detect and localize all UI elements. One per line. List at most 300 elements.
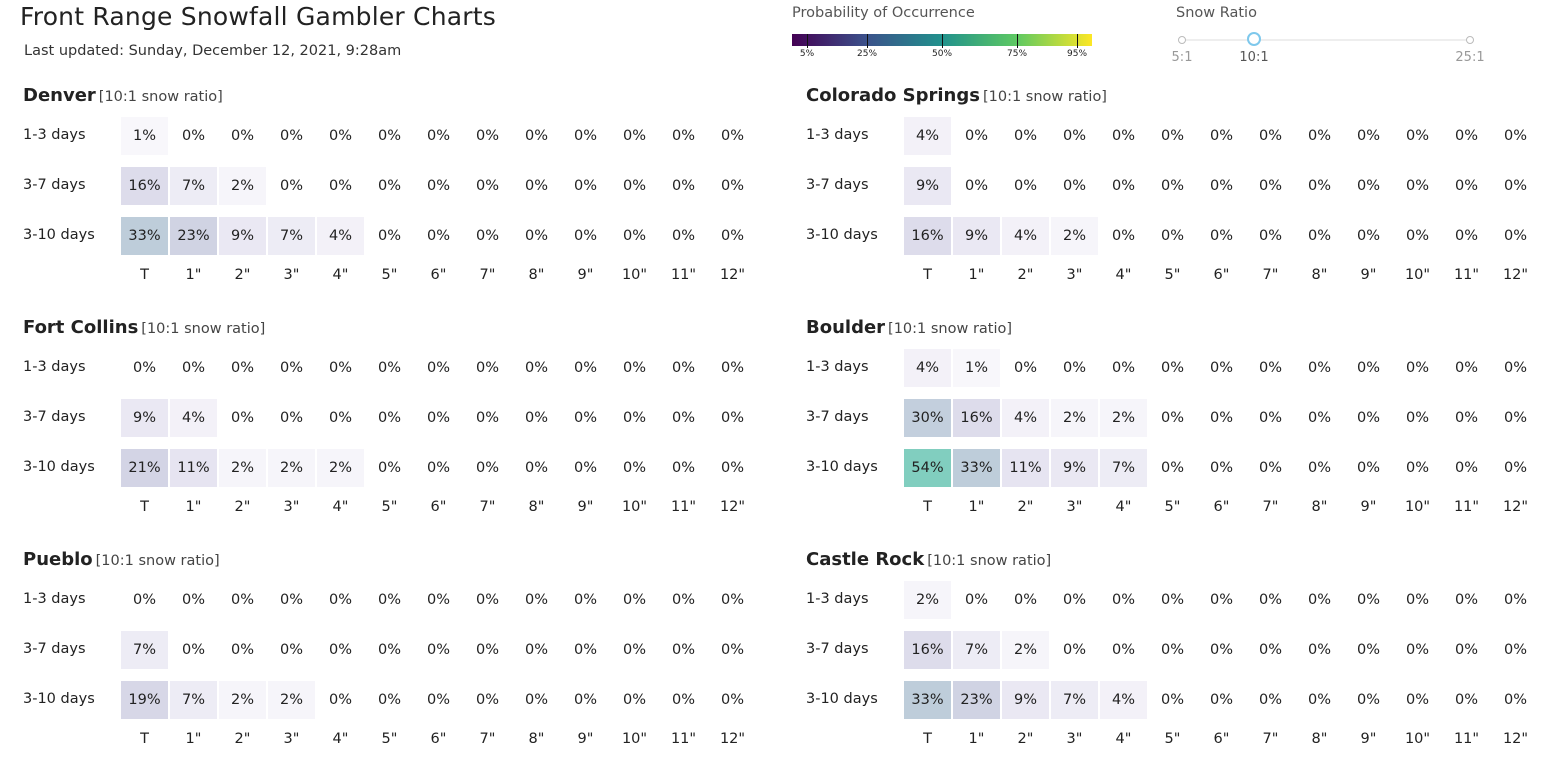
x-axis-label: 1"	[968, 731, 985, 747]
heatmap-cell: 9%	[904, 167, 951, 205]
heatmap-cell: 16%	[121, 167, 168, 205]
x-axis-label: 3"	[283, 267, 300, 283]
heatmap-cell: 0%	[279, 410, 303, 426]
heatmap-cell: 2%	[219, 167, 266, 205]
heatmap-cell: 21%	[121, 449, 168, 487]
heatmap-cell: 0%	[573, 128, 597, 144]
city-name: Pueblo	[23, 549, 93, 570]
heatmap-cell: 0%	[1307, 178, 1331, 194]
heatmap-cell: 0%	[1356, 360, 1380, 376]
heatmap-cell: 0%	[1307, 592, 1331, 608]
x-axis-label: T	[140, 731, 149, 747]
heatmap-cell: 0%	[622, 178, 646, 194]
x-axis-label: 6"	[430, 499, 447, 515]
heatmap-cell: 16%	[904, 217, 951, 255]
heatmap-cell: 2%	[1002, 631, 1049, 669]
heatmap-cell: 0%	[720, 360, 744, 376]
heatmap-cell: 0%	[1405, 642, 1429, 658]
x-axis-label: 2"	[234, 267, 251, 283]
heatmap-cell: 0%	[1503, 228, 1527, 244]
heatmap-cell: 0%	[622, 460, 646, 476]
heatmap-cell: 0%	[475, 642, 499, 658]
heatmap-cell: 11%	[1002, 449, 1049, 487]
city-name: Denver	[23, 85, 96, 106]
heatmap-cell: 0%	[1160, 178, 1184, 194]
x-axis-label: 9"	[577, 267, 594, 283]
legend-tick	[1017, 34, 1018, 48]
row-label: 3-7 days	[806, 641, 869, 657]
legend-tick-label: 75%	[1006, 49, 1028, 59]
heatmap-cell: 0%	[1160, 410, 1184, 426]
chart-castle-rock	[806, 549, 1546, 759]
heatmap-cell: 9%	[121, 399, 168, 437]
heatmap-cell: 0%	[524, 178, 548, 194]
x-axis-label: 10"	[621, 499, 648, 515]
page-title: Front Range Snowfall Gambler Charts	[20, 2, 496, 31]
heatmap-cell: 7%	[170, 167, 217, 205]
legend-tick	[942, 34, 943, 48]
heatmap-cell: 0%	[1160, 642, 1184, 658]
heatmap-cell: 0%	[426, 592, 450, 608]
heatmap-cell: 0%	[573, 642, 597, 658]
heatmap-cell: 9%	[1051, 449, 1098, 487]
heatmap-cell: 2%	[1100, 399, 1147, 437]
chart-title	[23, 317, 265, 338]
heatmap-cell: 0%	[475, 692, 499, 708]
heatmap-cell: 0%	[1258, 178, 1282, 194]
x-axis-label: 10"	[621, 731, 648, 747]
heatmap-cell: 0%	[1405, 592, 1429, 608]
snow-ratio-note: [10:1 snow ratio]	[888, 321, 1013, 337]
heatmap-cell: 4%	[904, 349, 951, 387]
heatmap-cell: 0%	[720, 410, 744, 426]
row-label: 3-7 days	[806, 409, 869, 425]
heatmap-cell: 54%	[904, 449, 951, 487]
x-axis-label: 8"	[528, 267, 545, 283]
heatmap-cell: 0%	[1209, 460, 1233, 476]
chart-colorado-springs	[806, 85, 1546, 295]
x-axis-label: 1"	[185, 731, 202, 747]
x-axis-label: 5"	[381, 499, 398, 515]
probability-legend	[792, 5, 1092, 59]
heatmap-cell: 0%	[328, 642, 352, 658]
row-label: 3-7 days	[806, 177, 869, 193]
heatmap-cell: 0%	[1454, 228, 1478, 244]
heatmap-cell: 4%	[1100, 681, 1147, 719]
city-name: Colorado Springs	[806, 85, 980, 106]
heatmap-cell: 0%	[1405, 360, 1429, 376]
heatmap-cell: 4%	[904, 117, 951, 155]
x-axis-label: 7"	[479, 267, 496, 283]
heatmap-cell: 0%	[524, 692, 548, 708]
x-axis-label: 3"	[1066, 499, 1083, 515]
heatmap-cell: 0%	[1405, 460, 1429, 476]
heatmap-cell: 0%	[671, 360, 695, 376]
heatmap-cell: 0%	[1111, 178, 1135, 194]
heatmap-cell: 1%	[121, 117, 168, 155]
heatmap-cell: 2%	[904, 581, 951, 619]
heatmap-cell: 0%	[328, 692, 352, 708]
slider-label[interactable]: 25:1	[1455, 50, 1485, 65]
x-axis-label: 1"	[968, 499, 985, 515]
heatmap-cell: 33%	[121, 217, 168, 255]
heatmap-cell: 0%	[720, 228, 744, 244]
x-axis-label: 6"	[1213, 731, 1230, 747]
x-axis-label: T	[923, 731, 932, 747]
heatmap-cell: 0%	[573, 592, 597, 608]
legend-tick	[807, 34, 808, 48]
x-axis-label: 1"	[185, 267, 202, 283]
heatmap-cell: 0%	[671, 178, 695, 194]
heatmap-cell: 0%	[1160, 692, 1184, 708]
heatmap-cell: 0%	[671, 228, 695, 244]
heatmap-cell: 0%	[1062, 178, 1086, 194]
heatmap-cell: 0%	[671, 460, 695, 476]
heatmap-cell: 0%	[1209, 128, 1233, 144]
heatmap-cell: 0%	[1307, 692, 1331, 708]
heatmap-cell: 0%	[426, 178, 450, 194]
x-axis-label: 9"	[1360, 731, 1377, 747]
x-axis-label: 6"	[1213, 499, 1230, 515]
heatmap-cell: 0%	[426, 410, 450, 426]
heatmap-cell: 33%	[904, 681, 951, 719]
heatmap-cell: 0%	[573, 178, 597, 194]
heatmap-cell: 0%	[622, 410, 646, 426]
x-axis-label: 2"	[1017, 499, 1034, 515]
heatmap-cell: 0%	[1503, 692, 1527, 708]
heatmap-cell: 0%	[1209, 360, 1233, 376]
slider-track[interactable]	[1182, 39, 1470, 41]
row-label: 3-10 days	[23, 227, 95, 243]
x-axis-label: 10"	[621, 267, 648, 283]
x-axis-label: 4"	[332, 499, 349, 515]
row-label: 3-10 days	[806, 459, 878, 475]
legend-tick-label: 5%	[799, 49, 815, 59]
heatmap-cell: 0%	[1356, 410, 1380, 426]
heatmap-cell: 16%	[904, 631, 951, 669]
row-label: 1-3 days	[806, 359, 869, 375]
slider-label[interactable]: 5:1	[1171, 50, 1193, 65]
x-axis-label: 11"	[670, 499, 697, 515]
heatmap-cell: 0%	[1111, 642, 1135, 658]
chart-title	[23, 549, 220, 570]
heatmap-cell: 0%	[1062, 592, 1086, 608]
x-axis-label: 8"	[528, 499, 545, 515]
heatmap-cell: 0%	[524, 360, 548, 376]
heatmap-cell: 0%	[230, 592, 254, 608]
x-axis-label: 4"	[1115, 731, 1132, 747]
x-axis-label: 12"	[719, 731, 746, 747]
slider-stop[interactable]	[1178, 36, 1186, 44]
x-axis-label: 3"	[1066, 731, 1083, 747]
heatmap-cell: 4%	[1002, 399, 1049, 437]
heatmap-cell: 0%	[230, 128, 254, 144]
x-axis-label: 2"	[1017, 731, 1034, 747]
x-axis-label: 6"	[430, 731, 447, 747]
heatmap-cell: 0%	[622, 642, 646, 658]
x-axis-label: 12"	[1502, 267, 1529, 283]
snow-ratio-note: [10:1 snow ratio]	[927, 553, 1052, 569]
x-axis-label: 11"	[1453, 499, 1480, 515]
legend-tick-label: 50%	[931, 49, 953, 59]
heatmap-cell: 0%	[1160, 128, 1184, 144]
heatmap-cell: 0%	[475, 410, 499, 426]
heatmap-cell: 0%	[1111, 592, 1135, 608]
heatmap-cell: 7%	[121, 631, 168, 669]
city-name: Fort Collins	[23, 317, 139, 338]
x-axis-label: 8"	[1311, 267, 1328, 283]
x-axis-label: 2"	[234, 499, 251, 515]
x-axis-label: 5"	[381, 731, 398, 747]
x-axis-label: 9"	[1360, 499, 1377, 515]
heatmap-cell: 0%	[328, 592, 352, 608]
heatmap-cell: 0%	[426, 642, 450, 658]
heatmap-cell: 0%	[1062, 128, 1086, 144]
heatmap-cell: 0%	[1503, 460, 1527, 476]
heatmap-cell: 0%	[475, 360, 499, 376]
heatmap-cell: 0%	[1454, 592, 1478, 608]
heatmap-cell: 0%	[573, 692, 597, 708]
x-axis-label: 7"	[1262, 731, 1279, 747]
heatmap-cell: 0%	[377, 592, 401, 608]
x-axis-label: 4"	[332, 267, 349, 283]
city-name: Castle Rock	[806, 549, 925, 570]
legend-tick-label: 25%	[856, 49, 878, 59]
heatmap-cell: 0%	[426, 360, 450, 376]
chart-pueblo	[23, 549, 763, 759]
heatmap-cell: 0%	[279, 592, 303, 608]
heatmap-cell: 0%	[1111, 360, 1135, 376]
heatmap-cell: 0%	[524, 228, 548, 244]
x-axis-label: 3"	[1066, 267, 1083, 283]
legend-tick-label: 95%	[1066, 49, 1088, 59]
heatmap-cell: 0%	[671, 642, 695, 658]
heatmap-cell: 2%	[219, 449, 266, 487]
heatmap-cell: 0%	[720, 642, 744, 658]
x-axis-label: 3"	[283, 499, 300, 515]
chart-denver	[23, 85, 763, 295]
row-label: 3-10 days	[806, 691, 878, 707]
x-axis-label: 6"	[1213, 267, 1230, 283]
x-axis-label: 2"	[1017, 267, 1034, 283]
heatmap-cell: 0%	[1013, 360, 1037, 376]
heatmap-cell: 0%	[573, 360, 597, 376]
heatmap-cell: 0%	[1013, 178, 1037, 194]
heatmap-cell: 0%	[720, 592, 744, 608]
heatmap-cell: 0%	[720, 128, 744, 144]
heatmap-cell: 0%	[1160, 228, 1184, 244]
heatmap-cell: 0%	[964, 178, 988, 194]
snow-ratio-slider[interactable]	[1172, 5, 1492, 75]
heatmap-cell: 0%	[1258, 592, 1282, 608]
heatmap-cell: 7%	[1051, 681, 1098, 719]
x-axis-label: T	[140, 499, 149, 515]
heatmap-cell: 0%	[475, 228, 499, 244]
row-label: 1-3 days	[23, 127, 86, 143]
heatmap-cell: 0%	[1258, 228, 1282, 244]
slider-stop[interactable]	[1466, 36, 1474, 44]
heatmap-cell: 23%	[170, 217, 217, 255]
x-axis-label: 9"	[1360, 267, 1377, 283]
heatmap-cell: 19%	[121, 681, 168, 719]
heatmap-cell: 0%	[1503, 128, 1527, 144]
x-axis-label: 8"	[1311, 499, 1328, 515]
heatmap-cell: 0%	[377, 128, 401, 144]
heatmap-cell: 0%	[181, 642, 205, 658]
heatmap-cell: 7%	[170, 681, 217, 719]
heatmap-cell: 0%	[573, 228, 597, 244]
x-axis-label: 4"	[1115, 499, 1132, 515]
heatmap-cell: 0%	[1013, 592, 1037, 608]
snow-ratio-note: [10:1 snow ratio]	[982, 89, 1107, 105]
x-axis-label: 5"	[1164, 267, 1181, 283]
chart-title	[23, 85, 223, 106]
x-axis-label: 7"	[479, 731, 496, 747]
heatmap-cell: 0%	[622, 692, 646, 708]
heatmap-cell: 0%	[377, 460, 401, 476]
heatmap-cell: 0%	[1111, 128, 1135, 144]
heatmap-cell: 0%	[1454, 692, 1478, 708]
heatmap-cell: 0%	[1454, 460, 1478, 476]
heatmap-cell: 0%	[1454, 410, 1478, 426]
heatmap-cell: 0%	[1209, 410, 1233, 426]
heatmap-cell: 0%	[475, 178, 499, 194]
heatmap-cell: 0%	[1307, 128, 1331, 144]
heatmap-cell: 0%	[671, 692, 695, 708]
x-axis-label: 12"	[719, 267, 746, 283]
heatmap-cell: 0%	[230, 360, 254, 376]
x-axis-label: 5"	[381, 267, 398, 283]
heatmap-cell: 1%	[953, 349, 1000, 387]
x-axis-label: 8"	[1311, 731, 1328, 747]
row-label: 3-7 days	[23, 177, 86, 193]
heatmap-cell: 2%	[317, 449, 364, 487]
chart-fort-collins	[23, 317, 763, 527]
x-axis-label: 10"	[1404, 267, 1431, 283]
heatmap-cell: 0%	[1503, 410, 1527, 426]
heatmap-cell: 0%	[524, 460, 548, 476]
heatmap-cell: 0%	[230, 642, 254, 658]
heatmap-cell: 0%	[426, 228, 450, 244]
heatmap-cell: 0%	[426, 692, 450, 708]
heatmap-cell: 0%	[964, 592, 988, 608]
snow-ratio-note: [10:1 snow ratio]	[98, 89, 223, 105]
heatmap-cell: 0%	[573, 460, 597, 476]
heatmap-cell: 0%	[181, 360, 205, 376]
snow-ratio-title: Snow Ratio	[1176, 5, 1257, 21]
heatmap-cell: 0%	[1307, 228, 1331, 244]
slider-label[interactable]: 10:1	[1239, 50, 1269, 65]
heatmap-cell: 0%	[377, 410, 401, 426]
heatmap-cell: 0%	[1013, 128, 1037, 144]
heatmap-cell: 0%	[964, 128, 988, 144]
heatmap-cell: 0%	[1062, 360, 1086, 376]
heatmap-cell: 0%	[1160, 592, 1184, 608]
heatmap-cell: 0%	[1405, 410, 1429, 426]
heatmap-cell: 0%	[622, 592, 646, 608]
heatmap-cell: 2%	[268, 449, 315, 487]
heatmap-cell: 0%	[181, 592, 205, 608]
x-axis-label: 11"	[670, 267, 697, 283]
x-axis-label: 2"	[234, 731, 251, 747]
heatmap-cell: 0%	[1454, 178, 1478, 194]
x-axis-label: 10"	[1404, 731, 1431, 747]
chart-boulder	[806, 317, 1546, 527]
heatmap-cell: 0%	[377, 642, 401, 658]
heatmap-cell: 0%	[1209, 692, 1233, 708]
heatmap-cell: 4%	[170, 399, 217, 437]
heatmap-cell: 0%	[1503, 178, 1527, 194]
heatmap-cell: 0%	[1258, 128, 1282, 144]
row-label: 1-3 days	[806, 127, 869, 143]
heatmap-cell: 30%	[904, 399, 951, 437]
heatmap-cell: 0%	[622, 360, 646, 376]
heatmap-cell: 33%	[953, 449, 1000, 487]
row-label: 3-10 days	[23, 691, 95, 707]
heatmap-cell: 0%	[720, 460, 744, 476]
heatmap-cell: 0%	[328, 178, 352, 194]
heatmap-cell: 0%	[671, 592, 695, 608]
heatmap-cell: 0%	[1405, 128, 1429, 144]
heatmap-cell: 0%	[1405, 228, 1429, 244]
heatmap-cell: 0%	[671, 128, 695, 144]
heatmap-cell: 0%	[426, 460, 450, 476]
heatmap-cell: 0%	[1356, 128, 1380, 144]
heatmap-cell: 0%	[524, 410, 548, 426]
heatmap-cell: 2%	[219, 681, 266, 719]
heatmap-cell: 0%	[573, 410, 597, 426]
heatmap-cell: 23%	[953, 681, 1000, 719]
heatmap-cell: 0%	[1111, 228, 1135, 244]
heatmap-cell: 0%	[475, 460, 499, 476]
heatmap-cell: 7%	[1100, 449, 1147, 487]
x-axis-label: 12"	[1502, 731, 1529, 747]
heatmap-cell: 0%	[622, 128, 646, 144]
heatmap-cell: 0%	[279, 360, 303, 376]
heatmap-cell: 0%	[1209, 592, 1233, 608]
x-axis-label: 5"	[1164, 731, 1181, 747]
x-axis-label: 10"	[1404, 499, 1431, 515]
heatmap-cell: 0%	[1258, 642, 1282, 658]
heatmap-cell: 0%	[1209, 228, 1233, 244]
heatmap-cell: 0%	[328, 410, 352, 426]
heatmap-cell: 0%	[377, 228, 401, 244]
slider-thumb[interactable]	[1247, 32, 1261, 46]
x-axis-label: 9"	[577, 731, 594, 747]
heatmap-cell: 0%	[132, 360, 156, 376]
x-axis-label: 3"	[283, 731, 300, 747]
heatmap-cell: 9%	[1002, 681, 1049, 719]
heatmap-cell: 0%	[1356, 178, 1380, 194]
heatmap-cell: 0%	[1062, 642, 1086, 658]
x-axis-label: 11"	[670, 731, 697, 747]
heatmap-cell: 0%	[622, 228, 646, 244]
heatmap-cell: 0%	[230, 410, 254, 426]
heatmap-cell: 7%	[268, 217, 315, 255]
last-updated: Last updated: Sunday, December 12, 2021, 9:28am	[24, 43, 402, 59]
x-axis-label: 4"	[332, 731, 349, 747]
legend-title: Probability of Occurrence	[792, 5, 975, 21]
city-name: Boulder	[806, 317, 886, 338]
x-axis-label: 12"	[1502, 499, 1529, 515]
x-axis-label: T	[923, 267, 932, 283]
heatmap-cell: 0%	[1307, 642, 1331, 658]
heatmap-cell: 7%	[953, 631, 1000, 669]
heatmap-cell: 0%	[279, 642, 303, 658]
heatmap-cell: 0%	[720, 178, 744, 194]
heatmap-cell: 0%	[328, 360, 352, 376]
heatmap-cell: 0%	[1258, 692, 1282, 708]
